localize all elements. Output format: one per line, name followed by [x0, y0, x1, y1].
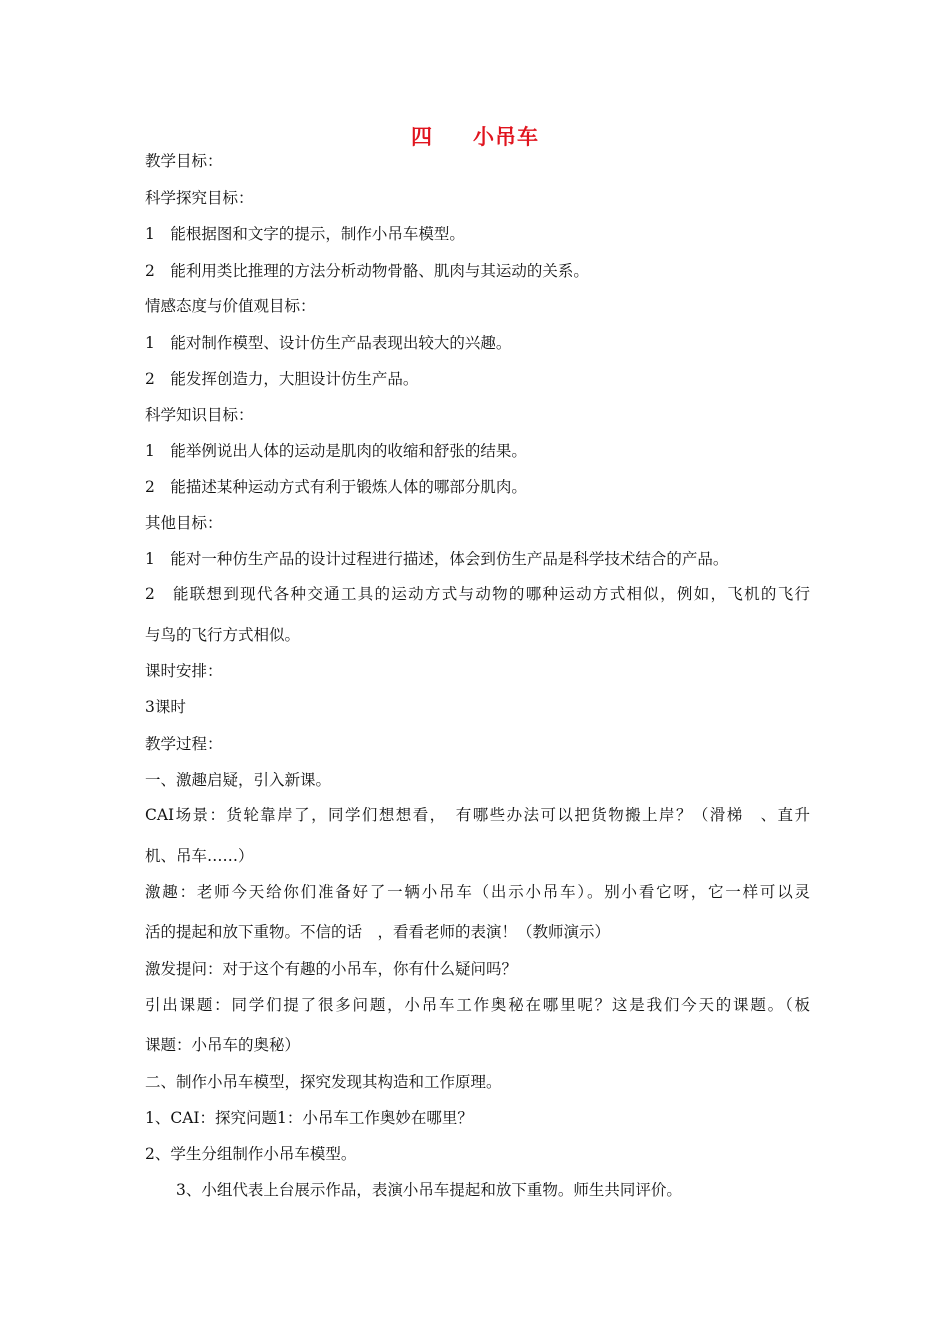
heading-other-goals: 其他目标： [145, 514, 223, 532]
list-item: 1 能举例说出人体的运动是肌肉的收缩和舒张的结果。 [145, 442, 527, 460]
list-item: 2、学生分组制作小吊车模型。 [145, 1145, 357, 1163]
list-item: 1 能根据图和文字的提示，制作小吊车模型。 [145, 225, 465, 243]
heading-attitude-goals: 情感态度与价值观目标： [145, 297, 316, 315]
paragraph: 引出课题：同学们提了很多问题，小吊车工作奥秘在哪里呢？这是我们今天的课题。（板 [145, 996, 810, 1014]
list-item: 3、小组代表上台展示作品，表演小吊车提起和放下重物。师生共同评价。 [176, 1181, 682, 1199]
heading-teaching-goals: 教学目标： [145, 152, 223, 170]
paragraph-continued: 活的提起和放下重物。不信的话 ，看看老师的表演！（教师演示） [145, 923, 611, 941]
title-number: 四 [411, 125, 433, 149]
paragraph: 激发提问：对于这个有趣的小吊车，你有什么疑问吗？ [145, 960, 518, 978]
heading-inquiry-goals: 科学探究目标： [145, 189, 254, 207]
list-item: 2 能利用类比推理的方法分析动物骨骼、肌肉与其运动的关系。 [145, 262, 589, 280]
list-item: 1 能对制作模型、设计仿生产品表现出较大的兴趣。 [145, 334, 512, 352]
list-item: 2 能发挥创造力，大胆设计仿生产品。 [145, 370, 419, 388]
heading-schedule: 课时安排： [145, 662, 223, 680]
list-item-continued: 与鸟的飞行方式相似。 [145, 626, 301, 644]
list-item: 1、CAI：探究问题1：小吊车工作奥妙在哪里？ [145, 1109, 473, 1127]
paragraph-continued: 课题：小吊车的奥秘） [145, 1036, 301, 1054]
heading-knowledge-goals: 科学知识目标： [145, 406, 254, 424]
page-title [0, 121, 950, 151]
title-text: 小吊车 [473, 125, 539, 149]
schedule-value: 3课时 [145, 698, 186, 716]
paragraph: 激趣：老师今天给你们准备好了一辆小吊车（出示小吊车）。别小看它呀，它一样可以灵 [145, 883, 810, 901]
list-item: 2 能联想到现代各种交通工具的运动方式与动物的哪种运动方式相似，例如，飞机的飞行 [145, 585, 810, 603]
list-item: 1 能对一种仿生产品的设计过程进行描述，体会到仿生产品是科学技术结合的产品。 [145, 550, 729, 568]
section-heading: 一、激趣启疑，引入新课。 [145, 771, 332, 789]
section-heading: 二、制作小吊车模型，探究发现其构造和工作原理。 [145, 1073, 502, 1091]
paragraph-continued: 机、吊车……） [145, 847, 254, 865]
heading-process: 教学过程： [145, 735, 223, 753]
paragraph: CAI场景：货轮靠岸了，同学们想想看， 有哪些办法可以把货物搬上岸？（滑梯 、直升 [145, 806, 810, 824]
list-item: 2 能描述某种运动方式有利于锻炼人体的哪部分肌肉。 [145, 478, 527, 496]
